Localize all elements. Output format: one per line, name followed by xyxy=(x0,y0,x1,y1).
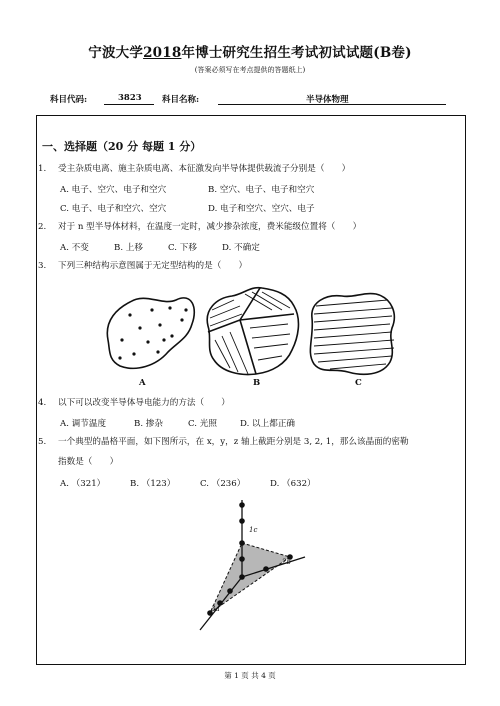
question-number: 4. xyxy=(38,398,47,408)
subject-name-label: 科目名称: xyxy=(162,95,200,105)
option: B. 空穴、电子、电子和空穴 xyxy=(208,185,315,195)
exam-subtitle: (答案必须写在考点提供的答题纸上) xyxy=(194,66,306,74)
option: D. 以上都正确 xyxy=(240,419,296,429)
option: B. 上移 xyxy=(114,243,143,253)
question-text: 以下可以改变半导体导电能力的方法（ ） xyxy=(58,398,230,408)
option: D. 电子和空穴、空穴、电子 xyxy=(208,204,315,214)
structure-a xyxy=(107,298,194,368)
question-number: 3. xyxy=(38,261,47,271)
option: C. （236） xyxy=(200,479,246,489)
option: A. （321） xyxy=(60,479,106,489)
option: D. （632） xyxy=(270,479,316,489)
title-prefix: 宁波大学 xyxy=(88,45,144,61)
exam-title xyxy=(0,41,500,61)
question-text: 一个典型的晶格平面，如下图所示，在 x，y，z 轴上截距分别是 3, 2, 1，那么该晶面的密勒 xyxy=(58,437,409,447)
option: A. 不变 xyxy=(60,243,89,253)
subject-name-value: 半导体物理 xyxy=(306,95,349,105)
question-number: 5. xyxy=(38,437,47,447)
intercept-label-a: 3a xyxy=(211,605,220,613)
option: C. 电子、电子和空穴、空穴 xyxy=(60,204,167,214)
intercept-label-b: 2b xyxy=(282,558,291,566)
question-text: 对于 n 型半导体材料，在温度一定时，减少掺杂浓度，费米能级位置将（ ） xyxy=(58,222,362,232)
name-underline xyxy=(218,104,446,105)
intercept-label-c: 1c xyxy=(249,526,258,534)
figure-label-c: C xyxy=(355,378,362,388)
figure-label-a: A xyxy=(139,378,146,388)
option: A. 调节温度 xyxy=(60,419,107,429)
lattice-plane-figure xyxy=(180,495,330,660)
title-suffix: 年博士研究生招生考试初试试题(B卷) xyxy=(181,45,412,61)
option: C. 下移 xyxy=(168,243,197,253)
option: D. 不确定 xyxy=(222,243,260,253)
section-title: 一、选择题（20 分 每题 1 分） xyxy=(42,140,202,153)
question-number: 2. xyxy=(38,222,47,232)
question-number: 1. xyxy=(38,164,47,174)
subject-code-label: 科目代码: xyxy=(50,95,88,105)
question-text-continued: 指数是（ ） xyxy=(58,457,119,467)
option: C. 光照 xyxy=(188,419,217,429)
code-underline xyxy=(104,104,154,105)
title-year: 2018 xyxy=(143,45,182,61)
option: B. 掺杂 xyxy=(134,419,163,429)
option: A. 电子、空穴、电子和空穴 xyxy=(60,185,167,195)
question-text: 下列三种结构示意图属于无定型结构的是（ ） xyxy=(58,261,248,271)
figure-label-b: B xyxy=(253,378,261,388)
structure-c xyxy=(310,294,394,375)
structure-b xyxy=(207,288,298,375)
option: B. （123） xyxy=(130,479,176,489)
structure-figure xyxy=(100,280,400,385)
page-footer: 第 1 页 共 4 页 xyxy=(224,671,276,680)
subject-code-value: 3823 xyxy=(118,93,142,103)
question-text: 受主杂质电离、施主杂质电离、本征激发向半导体提供载流子分别是（ ） xyxy=(58,164,351,174)
